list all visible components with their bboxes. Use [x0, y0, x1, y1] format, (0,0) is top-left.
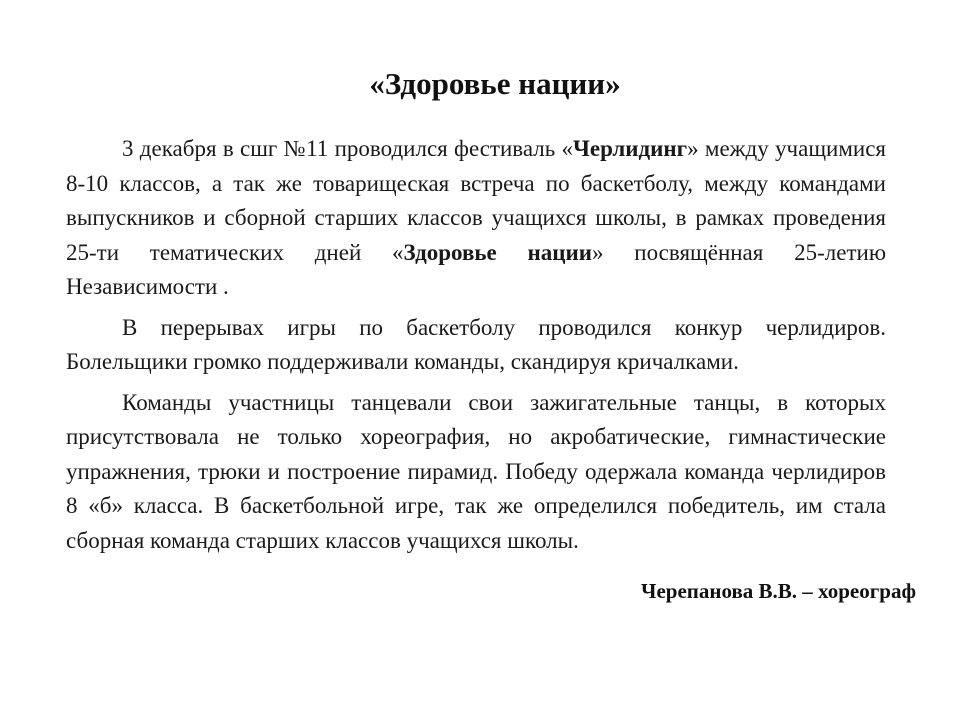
paragraph-1-part-4: Здоровье нации: [403, 239, 593, 265]
paragraph-1-part-5: » посвящённая 25-летию Независимости .: [66, 239, 887, 299]
paragraph-1-part-3: » между учащимися 8-10 классов, а так же товарищеская встреча по баскетболу, между командами выпускников и сборной старших классов учащихся школы, в рамках проведения 25-ти тематических дней «: [66, 136, 886, 265]
paragraph-1: [66, 132, 886, 305]
paragraph-2: [66, 311, 886, 380]
title-open-quote: «: [369, 66, 385, 101]
title-close-quote: »: [605, 66, 621, 101]
paragraph-1-part-2: Черлидинг: [573, 136, 688, 161]
title-text: Здоровье нации: [384, 66, 606, 101]
slide-title: [0, 64, 960, 104]
article-body: [66, 132, 886, 564]
paragraph-1-part-1: 3 декабря в сшг №11 проводился фестиваль «: [122, 136, 574, 161]
paragraph-3-part-1: Команды участницы танцевали свои зажигательные танцы, в которых присутствовала не только хореография, но акробатические, гимнастические упражнения, трюки и построение пирамид. Победу одержала команда черлидиров 8 «б» класса. В баскетбольной игре, так же определился победитель, им стала сборная команда старших классов учащихся школы.: [66, 389, 886, 553]
paragraph-2-part-1: В перерывах игры по баскетболу проводился конкур черлидиров. Болельщики громко поддерживали команды, скандируя кричалками.: [66, 314, 886, 374]
paragraph-3: [66, 386, 886, 559]
author-signature: Черепанова В.В. – хореограф: [641, 579, 916, 603]
